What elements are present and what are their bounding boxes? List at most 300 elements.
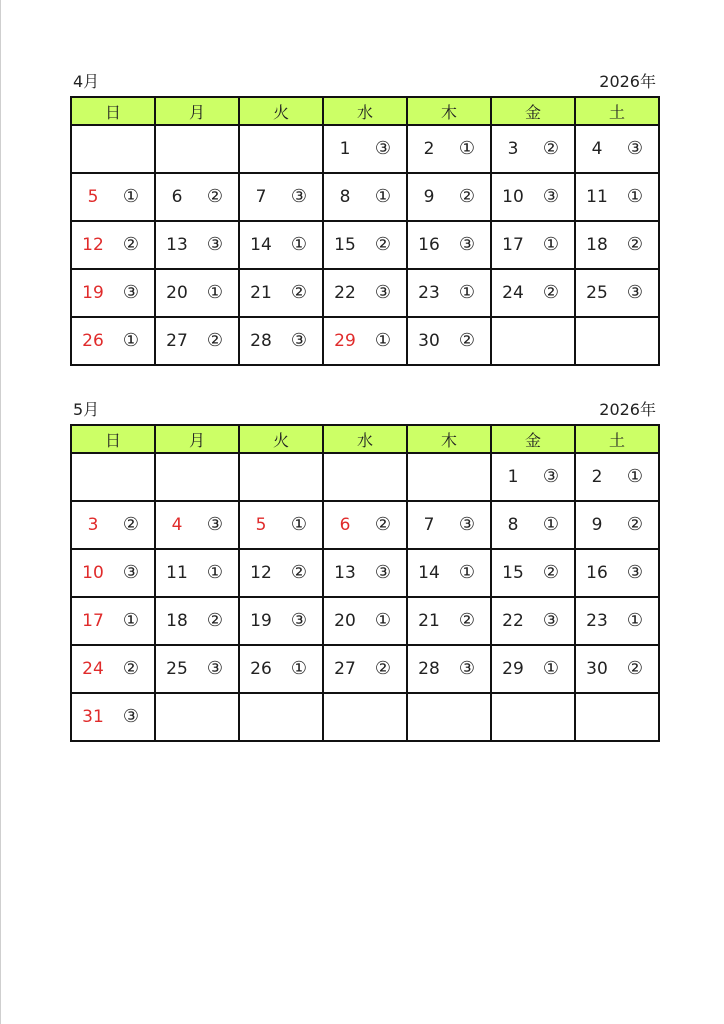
day-cell-content <box>240 126 322 172</box>
weekday-header-mon: 月 <box>155 97 239 125</box>
day-number: 13 <box>334 563 356 583</box>
day-cell-content <box>408 550 490 596</box>
day-cell-content <box>72 126 154 172</box>
day-cell-content <box>156 694 238 740</box>
day-cell-content <box>492 502 574 548</box>
day-number: 20 <box>334 611 356 631</box>
day-cell <box>71 645 155 693</box>
day-cell-content <box>324 126 406 172</box>
circled-number-mark: ① <box>374 330 392 351</box>
circled-number-mark: ① <box>542 514 560 535</box>
day-cell <box>407 269 491 317</box>
day-cell-content <box>576 174 658 220</box>
day-cell <box>407 173 491 221</box>
day-number: 8 <box>507 515 519 535</box>
day-cell-content <box>156 222 238 268</box>
day-cell-content <box>72 318 154 364</box>
day-cell-content <box>156 598 238 644</box>
empty-day-cell <box>71 453 155 501</box>
day-cell-content <box>324 694 406 740</box>
circled-number-mark: ② <box>374 514 392 535</box>
circled-number-mark: ③ <box>542 186 560 207</box>
empty-day-cell <box>239 125 323 173</box>
weekday-header-row <box>71 97 659 125</box>
empty-day-cell <box>407 693 491 741</box>
day-number: 30 <box>418 331 440 351</box>
day-cell <box>575 453 659 501</box>
circled-number-mark: ① <box>122 186 140 207</box>
day-cell-content <box>240 694 322 740</box>
week-row <box>71 693 659 741</box>
day-cell-content <box>576 270 658 316</box>
holiday-day-number: 4 <box>171 515 183 535</box>
year-label: 2026年 <box>599 72 656 91</box>
week-row <box>71 317 659 365</box>
circled-number-mark: ① <box>206 282 224 303</box>
circled-number-mark: ③ <box>458 514 476 535</box>
weekday-header-wed: 水 <box>323 97 407 125</box>
circled-number-mark: ② <box>626 658 644 679</box>
day-cell-content <box>240 598 322 644</box>
circled-number-mark: ③ <box>542 610 560 631</box>
circled-number-mark: ② <box>542 562 560 583</box>
day-cell-content <box>492 174 574 220</box>
circled-number-mark: ③ <box>206 658 224 679</box>
circled-number-mark: ① <box>458 282 476 303</box>
day-cell <box>407 549 491 597</box>
day-cell <box>239 549 323 597</box>
circled-number-mark: ② <box>458 186 476 207</box>
empty-day-cell <box>407 453 491 501</box>
circled-number-mark: ③ <box>374 138 392 159</box>
day-cell <box>155 221 239 269</box>
day-number: 2 <box>591 467 603 487</box>
week-row <box>71 221 659 269</box>
day-cell-content <box>408 502 490 548</box>
circled-number-mark: ③ <box>458 658 476 679</box>
day-cell <box>575 125 659 173</box>
day-cell <box>323 597 407 645</box>
day-cell-content <box>324 598 406 644</box>
day-number: 1 <box>339 139 351 159</box>
day-cell-content <box>240 174 322 220</box>
day-number: 16 <box>586 563 608 583</box>
day-number: 9 <box>423 187 435 207</box>
circled-number-mark: ② <box>206 330 224 351</box>
day-cell-content <box>576 646 658 692</box>
day-cell-content <box>492 270 574 316</box>
day-cell-content <box>156 454 238 500</box>
day-cell <box>491 501 575 549</box>
day-cell <box>575 501 659 549</box>
day-number: 3 <box>507 139 519 159</box>
day-number: 24 <box>502 283 524 303</box>
month-calendar-april <box>70 68 660 366</box>
day-cell <box>407 317 491 365</box>
circled-number-mark: ② <box>122 514 140 535</box>
weekday-header-thu: 木 <box>407 97 491 125</box>
day-number: 7 <box>423 515 435 535</box>
day-cell <box>575 221 659 269</box>
day-number: 6 <box>171 187 183 207</box>
day-number: 27 <box>166 331 188 351</box>
day-cell-content <box>156 174 238 220</box>
day-number: 11 <box>166 563 188 583</box>
holiday-day-number: 6 <box>339 515 351 535</box>
week-row <box>71 501 659 549</box>
day-cell-content <box>492 646 574 692</box>
day-cell-content <box>72 598 154 644</box>
day-cell-content <box>240 550 322 596</box>
day-number: 30 <box>586 659 608 679</box>
holiday-day-number: 31 <box>82 707 104 727</box>
circled-number-mark: ① <box>374 610 392 631</box>
circled-number-mark: ② <box>542 138 560 159</box>
day-cell <box>491 221 575 269</box>
day-cell-content <box>156 550 238 596</box>
holiday-day-number: 17 <box>82 611 104 631</box>
day-cell-content <box>156 126 238 172</box>
circled-number-mark: ③ <box>374 282 392 303</box>
day-cell <box>71 221 155 269</box>
day-number: 13 <box>166 235 188 255</box>
day-cell-content <box>576 222 658 268</box>
day-cell-content <box>492 694 574 740</box>
calendar-body <box>71 453 659 741</box>
day-cell-content <box>492 126 574 172</box>
day-number: 14 <box>250 235 272 255</box>
circled-number-mark: ② <box>206 186 224 207</box>
calendar-table <box>70 96 660 366</box>
holiday-day-number: 24 <box>82 659 104 679</box>
day-cell <box>323 221 407 269</box>
day-cell-content <box>576 694 658 740</box>
empty-day-cell <box>323 453 407 501</box>
circled-number-mark: ① <box>626 186 644 207</box>
day-cell-content <box>240 270 322 316</box>
circled-number-mark: ③ <box>122 706 140 727</box>
circled-number-mark: ② <box>458 330 476 351</box>
empty-day-cell <box>575 317 659 365</box>
weekday-header-fri: 金 <box>491 425 575 453</box>
day-cell <box>491 549 575 597</box>
day-number: 9 <box>591 515 603 535</box>
circled-number-mark: ① <box>206 562 224 583</box>
day-cell-content <box>156 502 238 548</box>
month-header <box>70 68 660 96</box>
day-cell <box>71 317 155 365</box>
calendar-table <box>70 424 660 742</box>
day-cell <box>407 597 491 645</box>
day-cell <box>407 125 491 173</box>
day-cell <box>71 693 155 741</box>
day-number: 28 <box>250 331 272 351</box>
day-cell <box>323 549 407 597</box>
day-cell-content <box>408 318 490 364</box>
day-cell <box>575 269 659 317</box>
circled-number-mark: ③ <box>626 138 644 159</box>
day-cell-content <box>324 318 406 364</box>
circled-number-mark: ① <box>542 658 560 679</box>
day-cell-content <box>408 598 490 644</box>
day-number: 15 <box>502 563 524 583</box>
day-cell-content <box>156 270 238 316</box>
day-cell <box>491 597 575 645</box>
day-cell-content <box>156 646 238 692</box>
day-cell-content <box>72 454 154 500</box>
week-row <box>71 645 659 693</box>
day-cell <box>239 221 323 269</box>
day-cell <box>155 269 239 317</box>
weekday-header-thu: 木 <box>407 425 491 453</box>
weekday-header-sat: 土 <box>575 425 659 453</box>
holiday-day-number: 19 <box>82 283 104 303</box>
circled-number-mark: ② <box>206 610 224 631</box>
empty-day-cell <box>155 453 239 501</box>
day-cell-content <box>324 174 406 220</box>
day-number: 8 <box>339 187 351 207</box>
day-cell-content <box>576 550 658 596</box>
day-cell-content <box>324 646 406 692</box>
circled-number-mark: ③ <box>458 234 476 255</box>
week-row <box>71 549 659 597</box>
circled-number-mark: ① <box>542 234 560 255</box>
year-label: 2026年 <box>599 400 656 419</box>
weekday-header-tue: 火 <box>239 425 323 453</box>
day-cell <box>155 173 239 221</box>
day-number: 21 <box>418 611 440 631</box>
day-cell-content <box>408 270 490 316</box>
day-cell-content <box>576 502 658 548</box>
week-row <box>71 173 659 221</box>
circled-number-mark: ① <box>458 138 476 159</box>
circled-number-mark: ③ <box>290 186 308 207</box>
circled-number-mark: ③ <box>206 234 224 255</box>
circled-number-mark: ① <box>374 186 392 207</box>
day-cell-content <box>72 174 154 220</box>
circled-number-mark: ② <box>458 610 476 631</box>
day-cell <box>239 501 323 549</box>
day-number: 23 <box>586 611 608 631</box>
day-cell <box>323 173 407 221</box>
empty-day-cell <box>155 125 239 173</box>
day-number: 12 <box>250 563 272 583</box>
day-number: 4 <box>591 139 603 159</box>
empty-day-cell <box>239 693 323 741</box>
empty-day-cell <box>491 317 575 365</box>
circled-number-mark: ② <box>374 234 392 255</box>
day-number: 16 <box>418 235 440 255</box>
empty-day-cell <box>491 693 575 741</box>
day-number: 19 <box>250 611 272 631</box>
day-cell-content <box>324 454 406 500</box>
empty-day-cell <box>575 693 659 741</box>
circled-number-mark: ① <box>626 610 644 631</box>
holiday-day-number: 5 <box>255 515 267 535</box>
circled-number-mark: ② <box>542 282 560 303</box>
day-cell <box>323 501 407 549</box>
day-cell-content <box>72 222 154 268</box>
day-cell-content <box>324 222 406 268</box>
day-cell-content <box>72 646 154 692</box>
weekday-header-sat: 土 <box>575 97 659 125</box>
day-cell <box>491 173 575 221</box>
weekday-header-fri: 金 <box>491 97 575 125</box>
day-cell <box>491 645 575 693</box>
month-header <box>70 396 660 424</box>
day-cell-content <box>408 126 490 172</box>
holiday-day-number: 26 <box>82 331 104 351</box>
day-cell-content <box>408 646 490 692</box>
weekday-header-tue: 火 <box>239 97 323 125</box>
week-row <box>71 269 659 317</box>
circled-number-mark: ③ <box>542 466 560 487</box>
holiday-day-number: 10 <box>82 563 104 583</box>
holiday-day-number: 5 <box>87 187 99 207</box>
circled-number-mark: ② <box>626 514 644 535</box>
day-cell-content <box>324 270 406 316</box>
circled-number-mark: ② <box>374 658 392 679</box>
circled-number-mark: ① <box>458 562 476 583</box>
day-number: 2 <box>423 139 435 159</box>
day-number: 7 <box>255 187 267 207</box>
day-cell <box>575 645 659 693</box>
day-number: 14 <box>418 563 440 583</box>
day-cell <box>575 549 659 597</box>
day-cell-content <box>240 318 322 364</box>
day-cell-content <box>492 318 574 364</box>
holiday-day-number: 3 <box>87 515 99 535</box>
day-cell-content <box>72 550 154 596</box>
day-cell-content <box>240 646 322 692</box>
day-number: 17 <box>502 235 524 255</box>
day-cell-content <box>576 598 658 644</box>
circled-number-mark: ① <box>290 658 308 679</box>
weekday-header-mon: 月 <box>155 425 239 453</box>
circled-number-mark: ① <box>626 466 644 487</box>
circled-number-mark: ② <box>290 282 308 303</box>
day-cell-content <box>492 454 574 500</box>
circled-number-mark: ② <box>626 234 644 255</box>
day-number: 15 <box>334 235 356 255</box>
day-cell <box>239 173 323 221</box>
circled-number-mark: ③ <box>290 610 308 631</box>
page-edge-line <box>0 0 1 1024</box>
day-cell-content <box>324 502 406 548</box>
empty-day-cell <box>323 693 407 741</box>
day-cell-content <box>492 598 574 644</box>
circled-number-mark: ② <box>122 658 140 679</box>
circled-number-mark: ③ <box>626 562 644 583</box>
day-cell <box>407 645 491 693</box>
day-cell-content <box>72 270 154 316</box>
day-cell <box>491 125 575 173</box>
weekday-header-sun: 日 <box>71 425 155 453</box>
day-cell-content <box>240 454 322 500</box>
day-number: 11 <box>586 187 608 207</box>
empty-day-cell <box>155 693 239 741</box>
day-cell-content <box>240 502 322 548</box>
day-number: 29 <box>502 659 524 679</box>
circled-number-mark: ① <box>290 234 308 255</box>
day-cell-content <box>576 454 658 500</box>
week-row <box>71 597 659 645</box>
week-row <box>71 453 659 501</box>
day-number: 28 <box>418 659 440 679</box>
holiday-day-number: 29 <box>334 331 356 351</box>
day-number: 22 <box>334 283 356 303</box>
day-cell-content <box>324 550 406 596</box>
day-cell <box>239 269 323 317</box>
day-number: 1 <box>507 467 519 487</box>
circled-number-mark: ③ <box>374 562 392 583</box>
day-cell-content <box>492 550 574 596</box>
day-number: 27 <box>334 659 356 679</box>
day-number: 21 <box>250 283 272 303</box>
day-cell-content <box>492 222 574 268</box>
day-cell-content <box>408 174 490 220</box>
day-cell <box>155 645 239 693</box>
weekday-header-wed: 水 <box>323 425 407 453</box>
day-cell-content <box>72 694 154 740</box>
day-cell <box>239 317 323 365</box>
day-cell <box>491 453 575 501</box>
day-cell-content <box>408 694 490 740</box>
month-label: 5月 <box>73 400 100 419</box>
circled-number-mark: ③ <box>290 330 308 351</box>
day-cell <box>491 269 575 317</box>
circled-number-mark: ① <box>122 610 140 631</box>
weekday-header-row <box>71 425 659 453</box>
day-number: 20 <box>166 283 188 303</box>
circled-number-mark: ② <box>290 562 308 583</box>
day-number: 22 <box>502 611 524 631</box>
day-number: 18 <box>166 611 188 631</box>
day-cell <box>575 597 659 645</box>
day-number: 25 <box>586 283 608 303</box>
month-calendar-may <box>70 396 660 742</box>
weekday-header-sun: 日 <box>71 97 155 125</box>
day-cell <box>323 269 407 317</box>
day-cell-content <box>156 318 238 364</box>
day-cell <box>155 597 239 645</box>
day-cell <box>323 645 407 693</box>
circled-number-mark: ③ <box>122 282 140 303</box>
day-cell-content <box>240 222 322 268</box>
day-cell <box>71 269 155 317</box>
calendar-body <box>71 125 659 365</box>
day-cell <box>155 317 239 365</box>
day-number: 25 <box>166 659 188 679</box>
circled-number-mark: ③ <box>626 282 644 303</box>
day-cell <box>155 501 239 549</box>
circled-number-mark: ③ <box>122 562 140 583</box>
day-cell <box>71 549 155 597</box>
day-number: 18 <box>586 235 608 255</box>
day-cell-content <box>72 502 154 548</box>
day-number: 23 <box>418 283 440 303</box>
day-cell <box>575 173 659 221</box>
day-cell <box>239 645 323 693</box>
day-cell <box>71 501 155 549</box>
day-cell-content <box>408 454 490 500</box>
circled-number-mark: ① <box>122 330 140 351</box>
day-number: 26 <box>250 659 272 679</box>
day-cell <box>323 125 407 173</box>
circled-number-mark: ③ <box>206 514 224 535</box>
circled-number-mark: ② <box>122 234 140 255</box>
month-label: 4月 <box>73 72 100 91</box>
